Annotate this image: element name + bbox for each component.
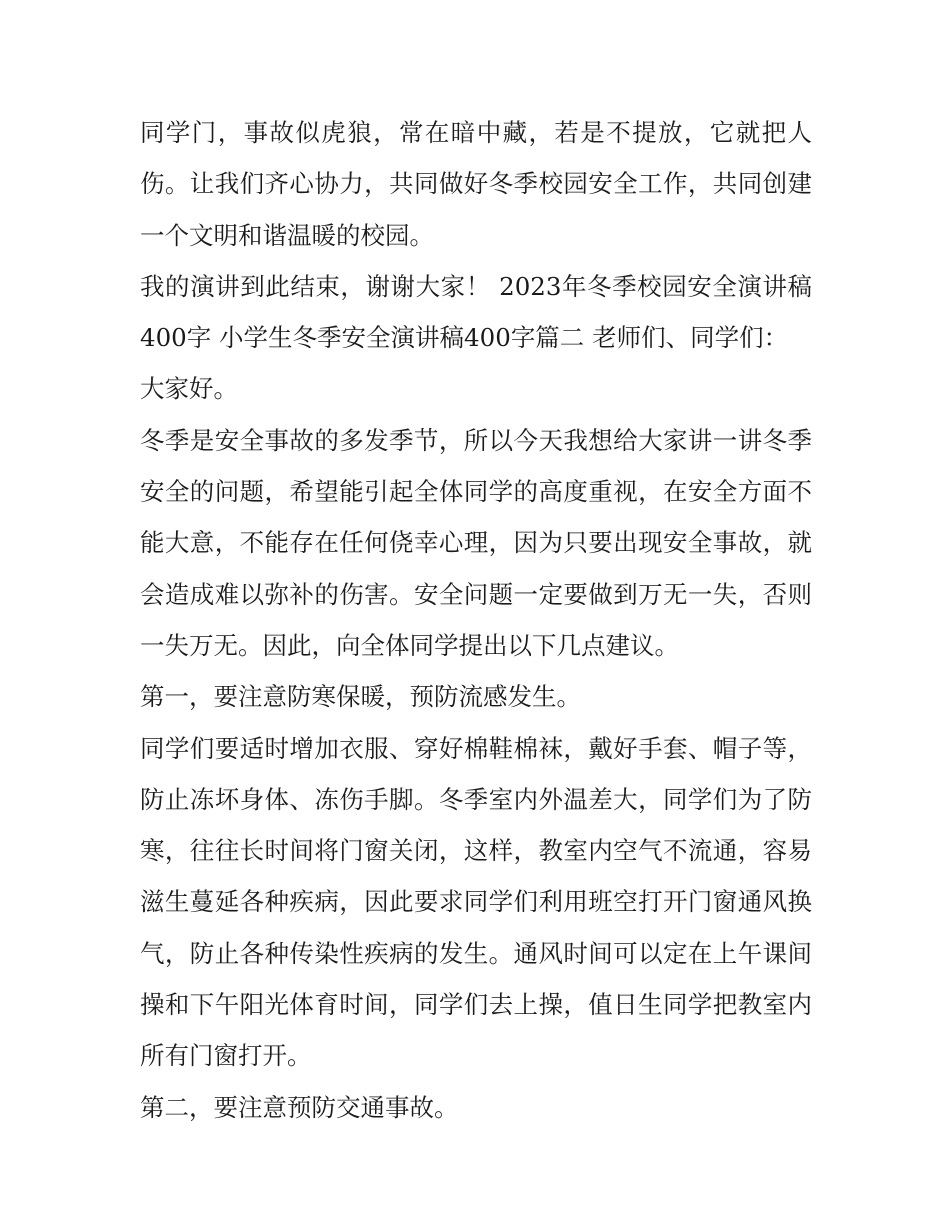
paragraph-speech-end-and-title: 我的演讲到此结束，谢谢大家！ 2023年冬季校园安全演讲稿400字 小学生冬季安全演讲稿400字篇二 老师们、同学们： <box>140 271 812 353</box>
paragraph-greeting: 大家好。 <box>140 374 238 404</box>
document-body <box>140 107 812 1133</box>
paragraph-point-two-heading: 第二，要注意预防交通事故。 <box>140 1092 459 1122</box>
paragraph-point-one-body: 同学们要适时增加衣服、穿好棉鞋棉袜，戴好手套、帽子等，防止冻坏身体、冻伤手脚。冬季室内外温差大，同学们为了防寒，往往长时间将门窗关闭，这样，教室内空气不流通，容易滋生蔓延各种疾病，因此要求同学们利用班空打开门窗通风换气，防止各种传染性疾病的发生。通风时间可以定在上午课间操和下午阳光体育时间，同学们去上操，值日生同学把教室内所有门窗打开。 <box>140 733 812 1071</box>
paragraph-closing-warning: 同学门，事故似虎狼，常在暗中藏，若是不提放，它就把人伤。让我们齐心协力，共同做好冬季校园安全工作，共同创建一个文明和谐温暖的校园。 <box>140 118 812 250</box>
paragraph-point-one-heading: 第一，要注意防寒保暖，预防流感发生。 <box>140 682 581 712</box>
paragraph-winter-safety-intro: 冬季是安全事故的多发季节，所以今天我想给大家讲一讲冬季安全的问题，希望能引起全体同学的高度重视，在安全方面不能大意，不能存在任何侥幸心理，因为只要出现安全事故，就会造成难以弥补的伤害。安全问题一定要做到万无一失，否则一失万无。因此，向全体同学提出以下几点建议。 <box>140 425 812 660</box>
